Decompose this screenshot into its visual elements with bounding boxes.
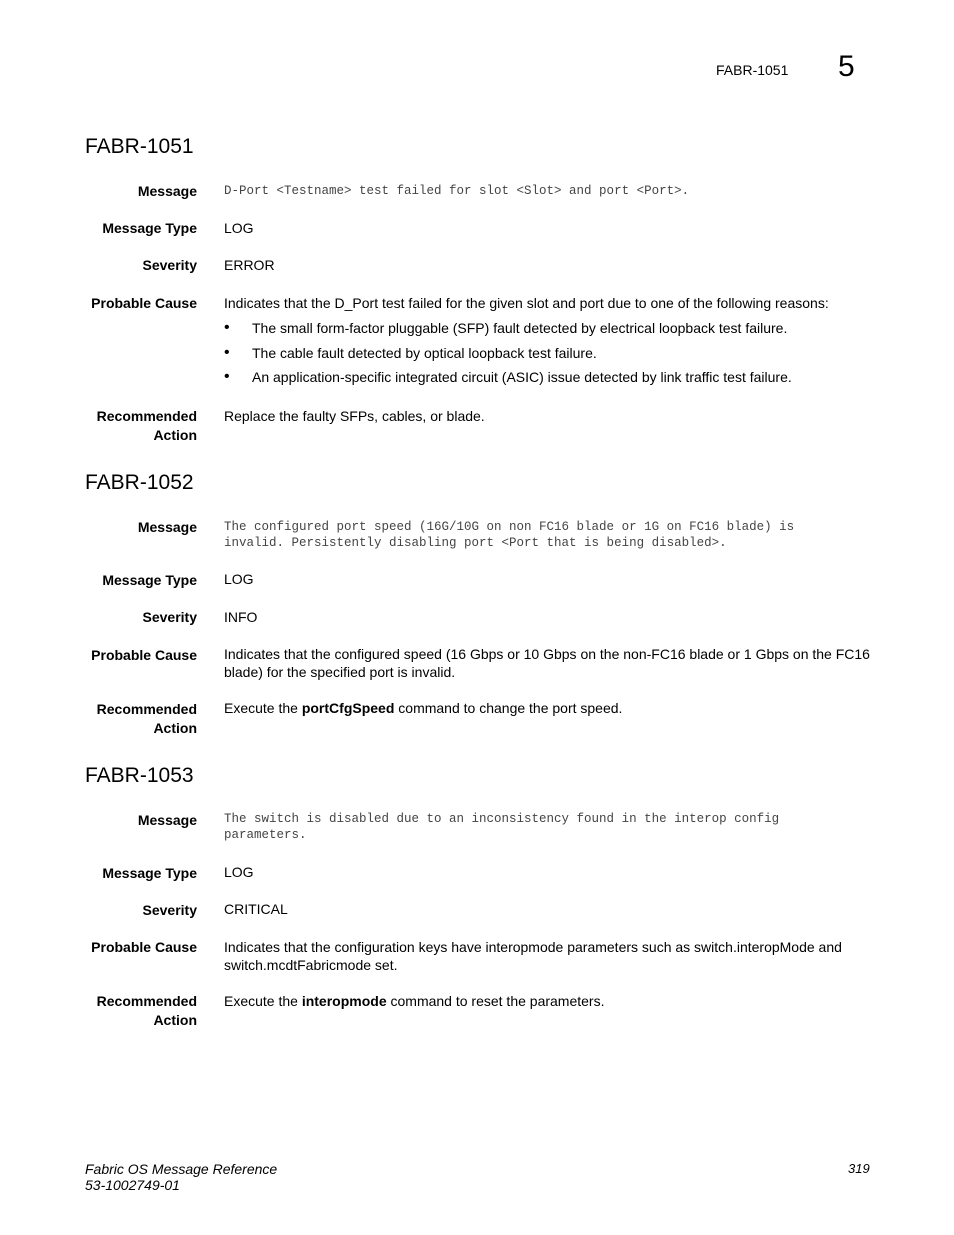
probable-cause-text: Indicates that the configured speed (16 Gbps or 10 Gbps on the non-FC16 blade or 1 Gbps on the FC16 blade) for the specified port is invalid.	[224, 646, 870, 680]
command-name: portCfgSpeed	[301, 700, 395, 716]
section-title: FABR-1053	[85, 764, 194, 787]
message-type-label: Message Type	[102, 220, 197, 236]
chapter-number: 5	[838, 50, 855, 83]
message-type-label: Message Type	[102, 572, 197, 588]
message-text: The configured port speed (16G/10G on non FC16 blade or 1G on FC16 blade) is invalid. Persistently disabling port <Port that is being disabled>.	[224, 520, 795, 550]
severity-label: Severity	[142, 257, 197, 273]
message-type-value: LOG	[224, 220, 254, 236]
running-head: FABR-1051	[716, 62, 789, 78]
section-title: FABR-1052	[85, 471, 194, 494]
severity-value: CRITICAL	[224, 901, 288, 917]
message-text: D-Port <Testname> test failed for slot <Slot> and port <Port>.	[224, 184, 690, 198]
recommended-action-label: Recommended Action	[96, 701, 197, 736]
message-type-label: Message Type	[102, 865, 197, 881]
cause-list	[224, 319, 874, 393]
message-type-value: LOG	[224, 864, 254, 880]
doc-number: 53-1002749-01	[85, 1177, 180, 1193]
recommended-action-label: Recommended Action	[96, 408, 197, 443]
severity-label: Severity	[142, 609, 197, 625]
book-title: Fabric OS Message Reference	[85, 1161, 278, 1177]
severity-value: INFO	[224, 609, 258, 625]
message-type-value: LOG	[224, 571, 254, 587]
probable-cause-label: Probable Cause	[91, 939, 197, 955]
message-label: Message	[137, 519, 197, 535]
recommended-action-text: Execute the portCfgSpeed command to change the port speed.	[224, 700, 623, 716]
footer-book-info	[85, 1161, 277, 1193]
probable-cause-text: Indicates that the D_Port test failed for the given slot and port due to one of the following reasons:	[224, 295, 829, 311]
message-text: The switch is disabled due to an inconsistency found in the interop config parameters.	[224, 812, 780, 842]
message-label: Message	[137, 183, 197, 199]
recommended-action-text: Execute the interopmode command to reset the parameters.	[224, 993, 605, 1009]
probable-cause-text: Indicates that the configuration keys have interopmode parameters such as switch.interopMode and switch.mcdtFabricmode set.	[224, 939, 842, 973]
bullet-icon: •	[224, 368, 230, 385]
page-number: 319	[848, 1161, 870, 1176]
probable-cause-label: Probable Cause	[91, 295, 197, 311]
message-label: Message	[137, 812, 197, 828]
list-item: • The cable fault detected by optical loopback test failure.	[224, 343, 597, 361]
probable-cause-label: Probable Cause	[91, 647, 197, 663]
list-item: • The small form-factor pluggable (SFP) fault detected by electrical loopback test failure.	[224, 319, 788, 336]
bullet-icon: •	[224, 343, 230, 361]
recommended-action-label: Recommended Action	[96, 993, 197, 1028]
section-title: FABR-1051	[85, 135, 194, 158]
list-item: • An application-specific integrated circuit (ASIC) issue detected by link traffic test failure.	[224, 368, 792, 385]
command-name: interopmode	[301, 993, 387, 1009]
severity-label: Severity	[142, 902, 197, 918]
recommended-action-text: Replace the faulty SFPs, cables, or blade.	[224, 408, 485, 424]
severity-value: ERROR	[224, 257, 275, 273]
bullet-icon: •	[224, 319, 230, 336]
